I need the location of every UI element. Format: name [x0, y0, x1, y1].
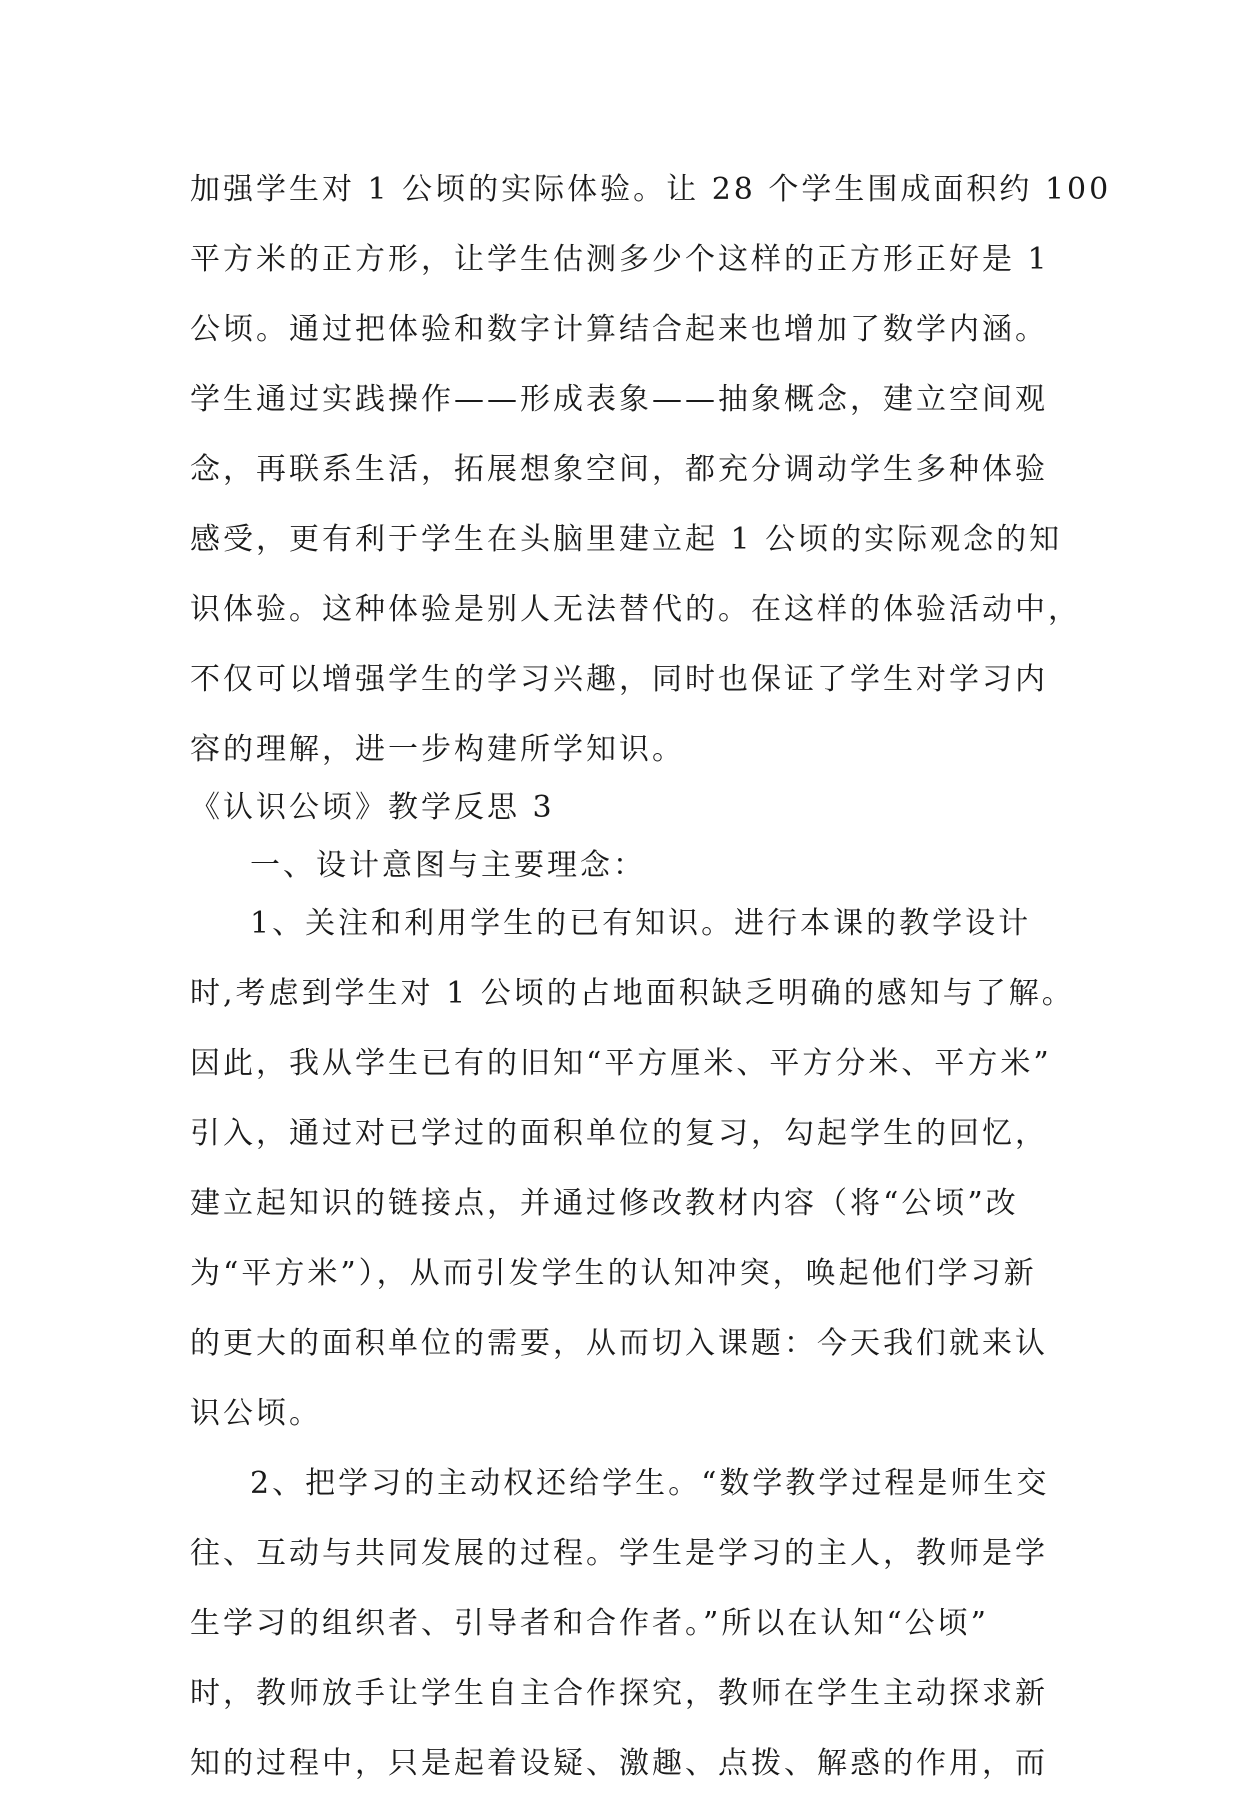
- text-line: 学生通过实践操作——形成表象——抽象概念，建立空间观: [190, 382, 1048, 417]
- text-line: 时，教师放手让学生自主合作探究，教师在学生主动探求新: [190, 1676, 1048, 1711]
- text-line: 识体验。这种体验是别人无法替代的。在这样的体验活动中，: [190, 592, 1081, 627]
- text-line: 一、设计意图与主要理念：: [250, 848, 646, 883]
- text-line: 建立起知识的链接点，并通过修改教材内容（将“公顷”改: [190, 1186, 1019, 1221]
- text-line: 平方米的正方形，让学生估测多少个这样的正方形正好是 1: [190, 242, 1050, 277]
- text-line: 2、把学习的主动权还给学生。“数学教学过程是师生交: [250, 1466, 1050, 1501]
- text-line: 识公顷。: [190, 1396, 322, 1431]
- text-line: 引入，通过对已学过的面积单位的复习，勾起学生的回忆，: [190, 1116, 1048, 1151]
- text-line: 《认识公顷》教学反思 3: [190, 790, 555, 825]
- text-line: 加强学生对 1 公顷的实际体验。让 28 个学生围成面积约 100: [190, 172, 1112, 207]
- text-line: 往、互动与共同发展的过程。学生是学习的主人，教师是学: [190, 1536, 1048, 1571]
- text-line: 时,考虑到学生对 1 公顷的占地面积缺乏明确的感知与了解。: [190, 976, 1075, 1011]
- text-line: 公顷。通过把体验和数字计算结合起来也增加了数学内涵。: [190, 312, 1048, 347]
- text-line: 感受，更有利于学生在头脑里建立起 1 公顷的实际观念的知: [190, 522, 1063, 557]
- text-line: 知的过程中，只是起着设疑、激趣、点拨、解惑的作用，而: [190, 1746, 1048, 1781]
- document-body: [190, 165, 1112, 1809]
- text-line: 念，再联系生活，拓展想象空间，都充分调动学生多种体验: [190, 452, 1048, 487]
- text-line: 1、关注和利用学生的已有知识。进行本课的教学设计: [250, 906, 1032, 941]
- text-line: 容的理解，进一步构建所学知识。: [190, 732, 685, 767]
- text-line: 为“平方米”），从而引发学生的认知冲突，唤起他们学习新: [190, 1256, 1037, 1291]
- text-line: 生学习的组织者、引导者和合作者。”所以在认知“公顷”: [190, 1606, 990, 1641]
- text-line: 不仅可以增强学生的学习兴趣，同时也保证了学生对学习内: [190, 662, 1048, 697]
- text-line: 的更大的面积单位的需要，从而切入课题：今天我们就来认: [190, 1326, 1048, 1361]
- text-line: 因此，我从学生已有的旧知“平方厘米、平方分米、平方米”: [190, 1046, 1052, 1081]
